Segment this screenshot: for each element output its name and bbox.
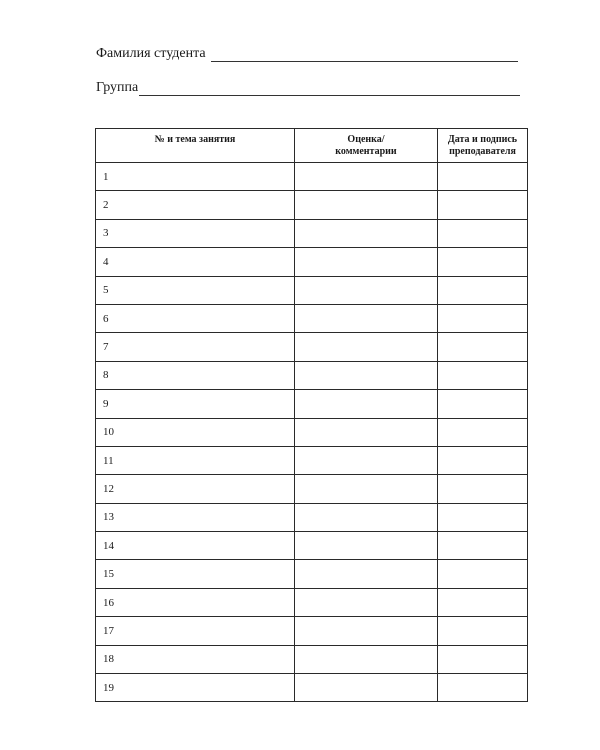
table-row (96, 588, 528, 616)
date-signature-cell[interactable] (438, 503, 528, 531)
table-row (96, 645, 528, 673)
attendance-table (95, 128, 528, 702)
lesson-number-cell[interactable]: 10 (96, 418, 295, 446)
grade-cell[interactable] (295, 645, 438, 673)
date-signature-cell[interactable] (438, 418, 528, 446)
date-signature-cell[interactable] (438, 588, 528, 616)
lesson-number-cell[interactable]: 6 (96, 304, 295, 332)
table-row (96, 191, 528, 219)
grade-cell[interactable] (295, 503, 438, 531)
grade-cell[interactable] (295, 361, 438, 389)
student-name-line[interactable] (211, 49, 518, 62)
table-row (96, 333, 528, 361)
date-signature-cell[interactable] (438, 333, 528, 361)
table-row (96, 503, 528, 531)
table-row (96, 617, 528, 645)
date-signature-cell[interactable] (438, 390, 528, 418)
lesson-number-cell[interactable]: 14 (96, 532, 295, 560)
table-row (96, 390, 528, 418)
date-signature-cell[interactable] (438, 219, 528, 247)
group-field (96, 80, 520, 96)
table-header (96, 129, 528, 163)
grade-cell[interactable] (295, 248, 438, 276)
lesson-number-cell[interactable]: 1 (96, 163, 295, 191)
grade-cell[interactable] (295, 475, 438, 503)
date-signature-cell[interactable] (438, 304, 528, 332)
table-row (96, 532, 528, 560)
grade-cell[interactable] (295, 276, 438, 304)
header-grade: Оценка/ комментарии (295, 129, 438, 163)
table-body (96, 163, 528, 702)
grade-cell[interactable] (295, 560, 438, 588)
grade-cell[interactable] (295, 418, 438, 446)
lesson-number-cell[interactable]: 12 (96, 475, 295, 503)
grade-cell[interactable] (295, 588, 438, 616)
lesson-number-cell[interactable]: 15 (96, 560, 295, 588)
table-row (96, 304, 528, 332)
group-label: Группа (96, 80, 139, 95)
group-line[interactable] (139, 83, 520, 96)
lesson-number-cell[interactable]: 3 (96, 219, 295, 247)
lesson-number-cell[interactable]: 17 (96, 617, 295, 645)
grade-cell[interactable] (295, 674, 438, 702)
lesson-number-cell[interactable]: 2 (96, 191, 295, 219)
student-name-field (96, 46, 518, 62)
grade-cell[interactable] (295, 390, 438, 418)
header-row (96, 129, 528, 163)
table-row (96, 446, 528, 474)
lesson-number-cell[interactable]: 7 (96, 333, 295, 361)
table-row (96, 475, 528, 503)
date-signature-cell[interactable] (438, 475, 528, 503)
header-topic: № и тема занятия (96, 129, 295, 163)
table-row (96, 163, 528, 191)
table-row (96, 219, 528, 247)
date-signature-cell[interactable] (438, 191, 528, 219)
grade-cell[interactable] (295, 532, 438, 560)
lesson-number-cell[interactable]: 8 (96, 361, 295, 389)
grade-cell[interactable] (295, 304, 438, 332)
grade-cell[interactable] (295, 617, 438, 645)
grade-cell[interactable] (295, 219, 438, 247)
date-signature-cell[interactable] (438, 446, 528, 474)
lesson-number-cell[interactable]: 9 (96, 390, 295, 418)
date-signature-cell[interactable] (438, 674, 528, 702)
lesson-number-cell[interactable]: 18 (96, 645, 295, 673)
table-row (96, 248, 528, 276)
lesson-number-cell[interactable]: 13 (96, 503, 295, 531)
lesson-number-cell[interactable]: 19 (96, 674, 295, 702)
lesson-number-cell[interactable]: 11 (96, 446, 295, 474)
date-signature-cell[interactable] (438, 532, 528, 560)
lesson-number-cell[interactable]: 4 (96, 248, 295, 276)
student-name-label: Фамилия студента (96, 46, 206, 61)
table-row (96, 674, 528, 702)
grade-cell[interactable] (295, 163, 438, 191)
header-date-signature: Дата и подпись преподавателя (438, 129, 528, 163)
table-row (96, 361, 528, 389)
date-signature-cell[interactable] (438, 645, 528, 673)
grade-cell[interactable] (295, 333, 438, 361)
grade-cell[interactable] (295, 191, 438, 219)
grade-cell[interactable] (295, 446, 438, 474)
date-signature-cell[interactable] (438, 560, 528, 588)
lesson-number-cell[interactable]: 5 (96, 276, 295, 304)
date-signature-cell[interactable] (438, 617, 528, 645)
table-row (96, 276, 528, 304)
table-row (96, 560, 528, 588)
lesson-number-cell[interactable]: 16 (96, 588, 295, 616)
date-signature-cell[interactable] (438, 361, 528, 389)
date-signature-cell[interactable] (438, 163, 528, 191)
table-row (96, 418, 528, 446)
date-signature-cell[interactable] (438, 276, 528, 304)
date-signature-cell[interactable] (438, 248, 528, 276)
